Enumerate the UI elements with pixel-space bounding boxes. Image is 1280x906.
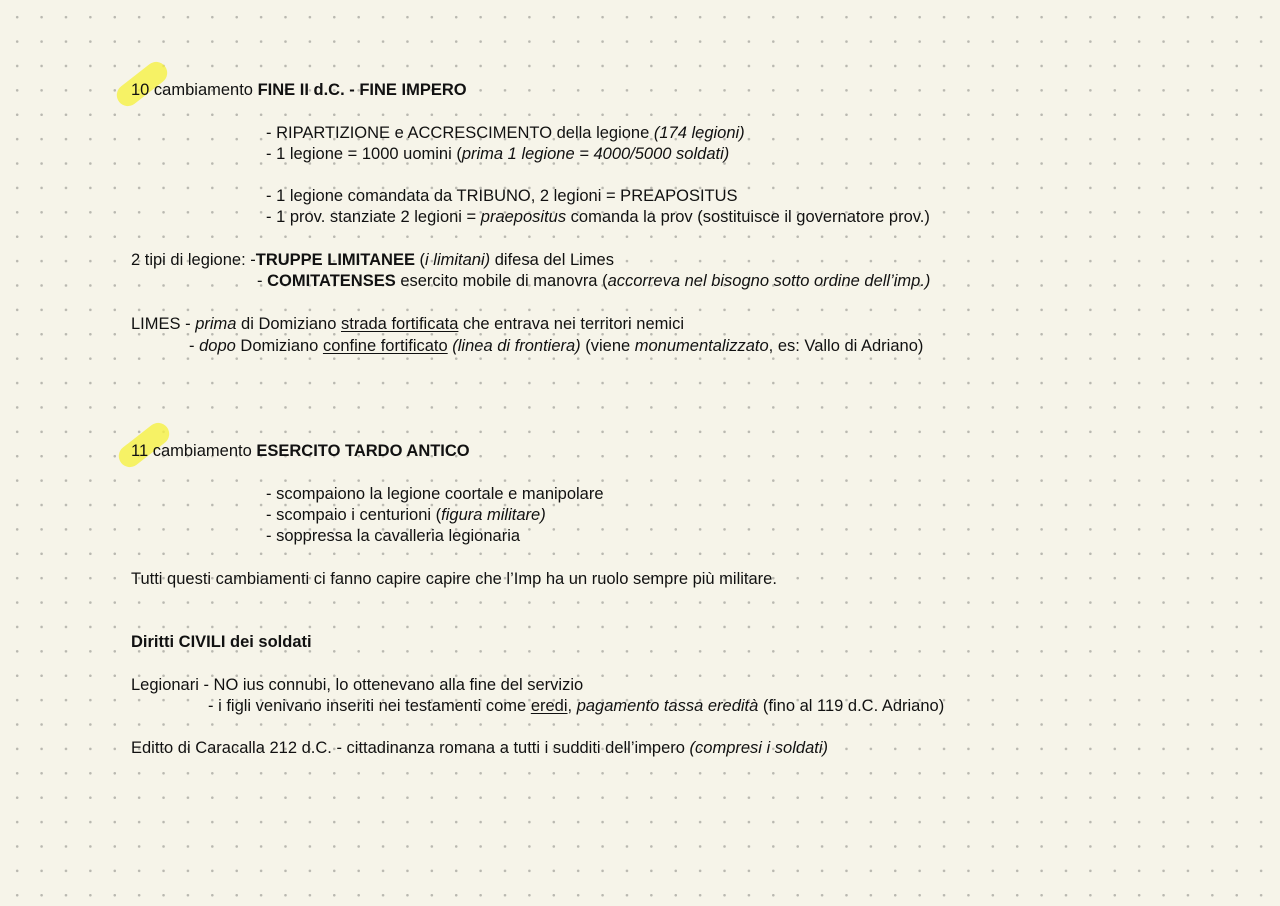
section-11-title: 11 cambiamento ESERCITO TARDO ANTICO xyxy=(131,442,470,460)
legion-types-line-1: 2 tipi di legione: -TRUPPE LIMITANEE (i limitani) difesa del Limes xyxy=(131,251,614,269)
legion-types-line-2: - COMITATENSES esercito mobile di manovra (accorreva nel bisogno sotto ordine dell’imp.) xyxy=(257,272,931,290)
section-11-item-1: - scompaiono la legione coortale e manipolare xyxy=(266,485,604,503)
section-10-item-4: - 1 prov. stanziate 2 legioni = praepositus comanda la prov (sostituisce il governatore prov.) xyxy=(266,208,930,226)
legionari-line-1: Legionari - NO ius connubi, lo ottenevano alla fine del servizio xyxy=(131,676,584,694)
legionari-line-2: - i figli venivano inseriti nei testamenti come eredi, pagamento tassa eredità (fino al 119 d.C. Adriano) xyxy=(208,697,945,715)
section-11-item-2: - scompaio i centurioni (figura militare) xyxy=(266,506,546,524)
section-10-title: 10 cambiamento FINE II d.C. - FINE IMPERO xyxy=(131,81,467,99)
section-10-item-2: - 1 legione = 1000 uomini (prima 1 legione = 4000/5000 soldati) xyxy=(266,145,730,163)
diritti-heading: Diritti CIVILI dei soldati xyxy=(131,633,312,651)
editto-line: Editto di Caracalla 212 d.C. - cittadinanza romana a tutti i sudditi dell’impero (compresi i soldati) xyxy=(131,739,829,757)
section-11-item-3: - soppressa la cavalleria legionaria xyxy=(266,527,521,545)
section-11-summary: Tutti questi cambiamenti ci fanno capire capire che l’Imp ha un ruolo sempre più militare. xyxy=(131,570,777,588)
section-10-item-1: - RIPARTIZIONE e ACCRESCIMENTO della legione (174 legioni) xyxy=(266,124,745,142)
limes-line-1: LIMES - prima di Domiziano strada fortificata che entrava nei territori nemici xyxy=(131,315,684,333)
limes-line-2: - dopo Domiziano confine fortificato (linea di frontiera) (viene monumentalizzato, es: Vallo di Adriano) xyxy=(189,337,924,355)
section-10-item-3: - 1 legione comandata da TRIBUNO, 2 legioni = PREAPOSITUS xyxy=(266,187,738,205)
